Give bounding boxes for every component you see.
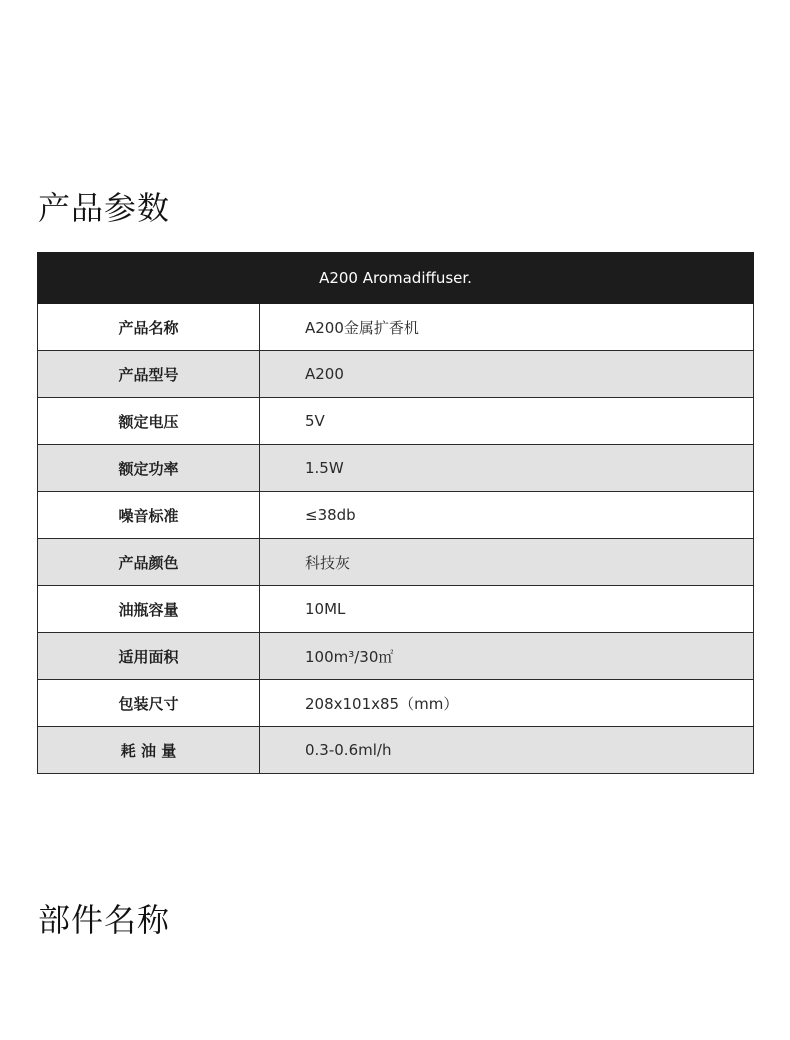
row-label — [38, 304, 260, 351]
table-row — [38, 586, 754, 633]
row-value: 5V — [260, 398, 754, 445]
row-label-text: 适用面积 — [118, 647, 179, 666]
row-value: A200金属扩香机 — [260, 304, 754, 351]
row-value: 10ML — [260, 586, 754, 633]
row-label — [38, 633, 260, 680]
row-value: 1.5W — [260, 445, 754, 492]
row-value: 208x101x85（mm） — [260, 680, 754, 727]
row-label-text: 额定电压 — [118, 412, 179, 431]
table-row — [38, 492, 754, 539]
row-label-text: 产品型号 — [118, 365, 179, 384]
table-row — [38, 633, 754, 680]
section-title-product-parameters: 产品参数 — [38, 189, 171, 227]
table-row — [38, 351, 754, 398]
row-label — [38, 351, 260, 398]
row-value: A200 — [260, 351, 754, 398]
row-value: 0.3-0.6ml/h — [260, 727, 754, 774]
table-header-title: A200 Aromadiffuser. — [38, 253, 754, 304]
row-label — [38, 586, 260, 633]
section-title-part-names: 部件名称 — [38, 901, 171, 939]
row-label-text: 耗 油 量 — [120, 741, 177, 760]
table-row — [38, 539, 754, 586]
table-header-row — [38, 253, 754, 304]
row-label-text: 产品颜色 — [118, 553, 179, 572]
spec-table — [37, 252, 754, 774]
row-value: ≤38db — [260, 492, 754, 539]
row-label-text: 额定功率 — [118, 459, 179, 478]
row-value: 科技灰 — [260, 539, 754, 586]
table-row — [38, 445, 754, 492]
row-label-text: 产品名称 — [118, 318, 179, 337]
table-row — [38, 398, 754, 445]
row-label — [38, 492, 260, 539]
table-row — [38, 680, 754, 727]
row-label — [38, 539, 260, 586]
row-value: 100m³/30㎡ — [260, 633, 754, 680]
row-label — [38, 445, 260, 492]
row-label — [38, 680, 260, 727]
row-label — [38, 398, 260, 445]
row-label — [38, 727, 260, 774]
table-row — [38, 727, 754, 774]
row-label-text: 噪音标准 — [118, 506, 179, 525]
row-label-text: 包装尺寸 — [118, 694, 179, 713]
table-row — [38, 304, 754, 351]
row-label-text: 油瓶容量 — [118, 600, 179, 619]
